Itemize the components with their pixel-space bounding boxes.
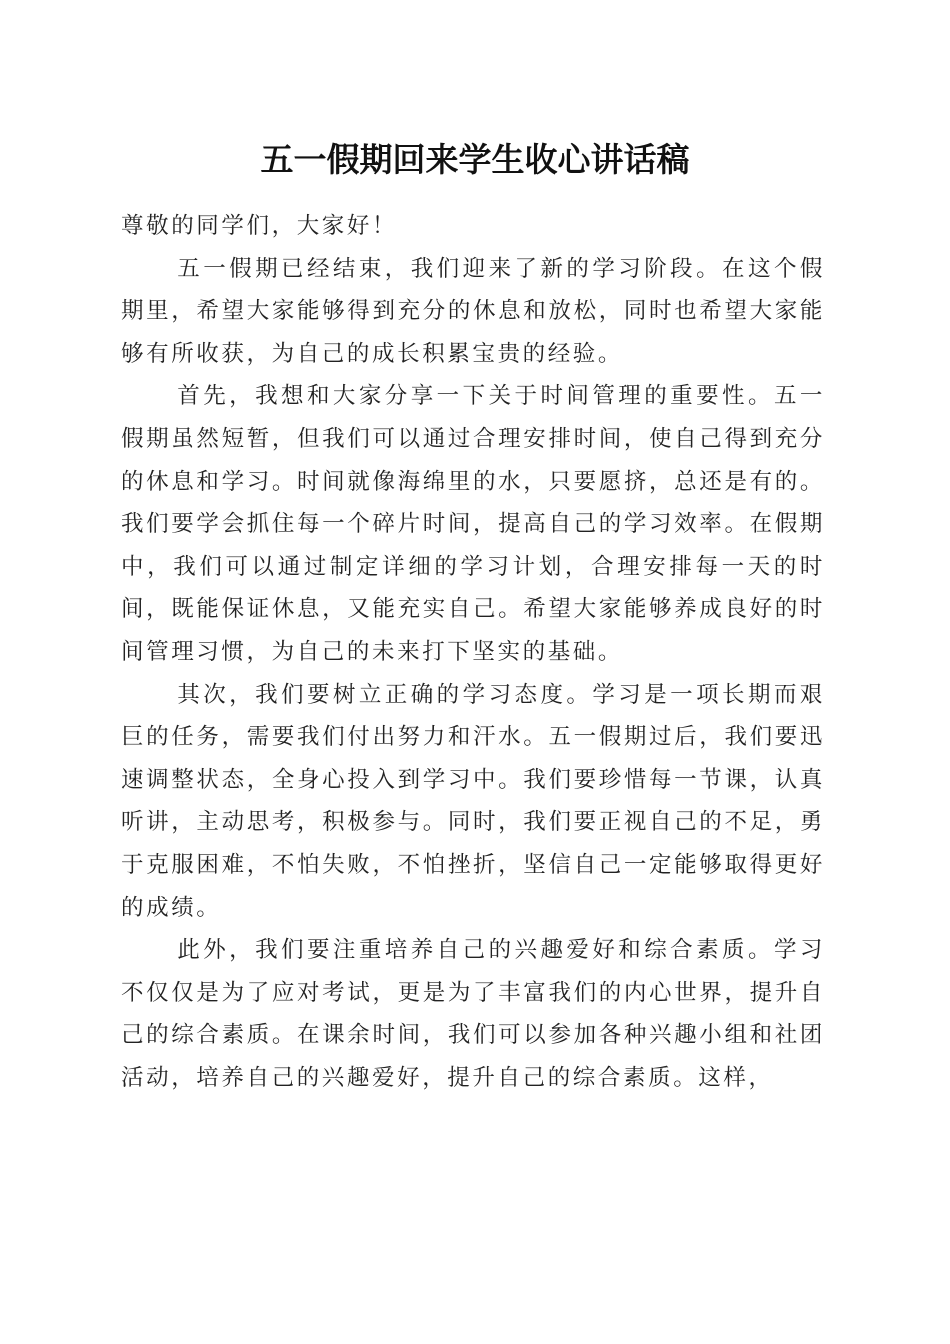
paragraph-interests: 此外，我们要注重培养自己的兴趣爱好和综合素质。学习不仅仅是为了应对考试，更是为了丰富我们的内心世界，提升自己的综合素质。在课余时间，我们可以参加各种兴趣小组和社团活动，培养自己的兴趣爱好，提升自己的综合素质。这样， [121, 937, 825, 1091]
salutation: 尊敬的同学们，大家好！ [121, 213, 398, 239]
page-title: 五一假期回来学生收心讲话稿 [260, 140, 690, 179]
paragraph-intro: 五一假期已经结束，我们迎来了新的学习阶段。在这个假期里，希望大家能够得到充分的休息和放松，同时也希望大家能够有所收获，为自己的成长积累宝贵的经验。 [121, 255, 825, 367]
paragraph-time-management: 首先，我想和大家分享一下关于时间管理的重要性。五一假期虽然短暂，但我们可以通过合理安排时间，使自己得到充分的休息和学习。时间就像海绵里的水，只要愿挤，总还是有的。我们要学会抓住每一个碎片时间，提高自己的学习效率。在假期中，我们可以通过制定详细的学习计划，合理安排每一天的时间，既能保证休息，又能充实自己。希望大家能够养成良好的时间管理习惯，为自己的未来打下坚实的基础。 [121, 383, 825, 665]
document-body [121, 205, 825, 1099]
paragraph-study-attitude: 其次，我们要树立正确的学习态度。学习是一项长期而艰巨的任务，需要我们付出努力和汗水。五一假期过后，我们要迅速调整状态，全身心投入到学习中。我们要珍惜每一节课，认真听讲，主动思考，积极参与。同时，我们要正视自己的不足，勇于克服困难，不怕失败，不怕挫折，坚信自己一定能够取得更好的成绩。 [121, 681, 825, 921]
